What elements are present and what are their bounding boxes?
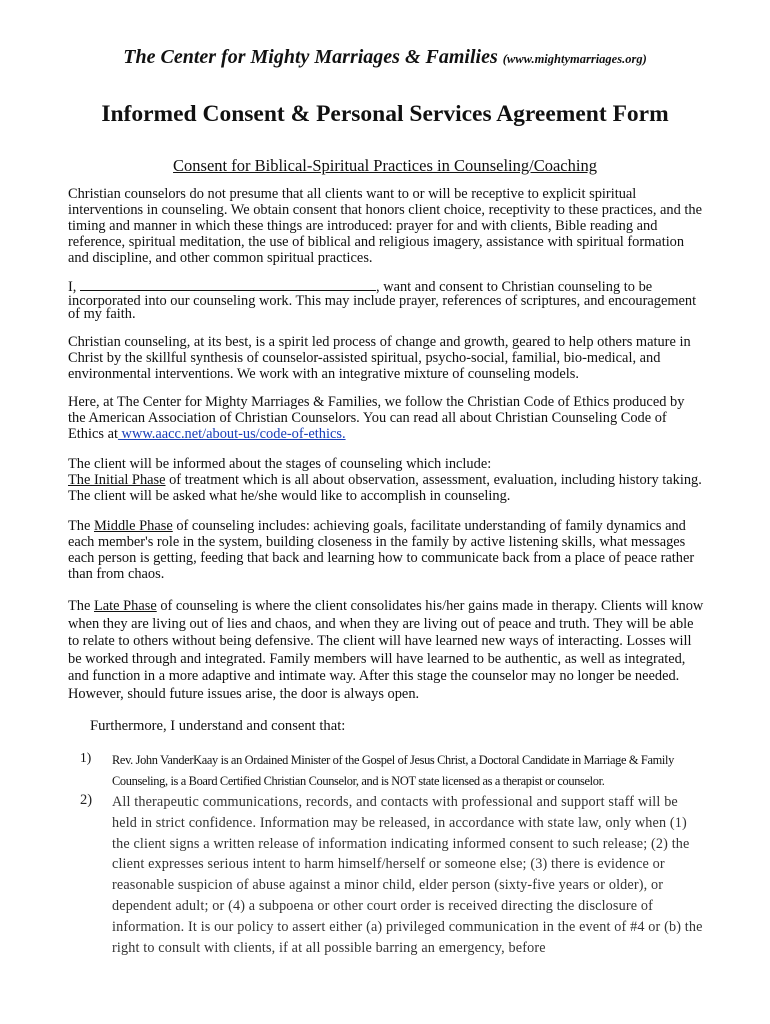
christian-counseling-paragraph (68, 334, 704, 382)
list-item (80, 750, 705, 792)
ethics-text: Here, at The Center for Mighty Marriages & Families, we follow the Christian Code of Ethics produced by the American Association of Christian Counselors. You can read all about Christian Counseling Code of Ethics at (68, 394, 685, 442)
late-phase-text: of counseling is where the client consolidates his/her gains made in therapy. Clients will know when they are living out of lies and chaos, and when they are living out of peace and truth. They will be able to relate to others without being defensive. The client will have learned new ways of interacting. Losses will be worked through and integrated. Family members will have learned to be authentic, as well as integrated, and function in a more adaptive and intimate way. After this stage the counselor may no longer be needed. However, should future issues arise, the door is always open. (68, 598, 704, 702)
consent-suffix: , want and consent to Christian counseling to be incorporated into our counseling work. This may include prayer, references of scriptures, and encouragement of my faith. (68, 279, 697, 322)
initial-phase-label: The Initial Phase (68, 472, 166, 488)
middle-phase-paragraph (68, 518, 704, 582)
list-number: 2) (80, 792, 93, 808)
intro-text: Christian counselors do not presume that all clients want to or will be receptive to explicit spiritual interventions in counseling. We obtain consent that honors client choice, receptivity to these practices, and the timing and manner in which these things are introduced: prayer for and with clients, Bible reading and reference, spiritual meditation, the use of biblical and religious imagery, assistance with spiritual formation and discipline, and other common spiritual practices. (68, 186, 702, 266)
late-prefix: The (68, 598, 94, 614)
late-phase-label: Late Phase (93, 598, 157, 614)
furthermore-text: Furthermore, I understand and consent that: (90, 718, 346, 734)
ethics-link[interactable]: www.aacc.net/about-us/code-of-ethics. (117, 426, 346, 442)
middle-phase-label: Middle Phase (93, 518, 173, 534)
intro-paragraph (68, 186, 704, 266)
client-name-blank[interactable] (80, 278, 376, 291)
stages-intro: The client will be informed about the stages of counseling which include: (68, 456, 492, 472)
list-item (80, 792, 705, 958)
org-header (0, 46, 770, 69)
middle-phase-text: of counseling includes: achieving goals, facilitate understanding of family dynamics and each member's role in the system, building closeness in the family by active listening skills, what messages each person is getting, feeding that back and learning how to communicate back from a place of peace rather than from chaos. (68, 518, 695, 582)
stages-paragraph (68, 456, 704, 504)
initial-phase-text: of treatment which is all about observation, assessment, evaluation, including history taking. The client will be asked what he/she would like to accomplish in counseling. (68, 472, 702, 504)
org-url: (www.mightymarriages.org) (502, 52, 647, 66)
section-subtitle: Consent for Biblical-Spiritual Practices in Counseling/Coaching (173, 156, 597, 175)
page-title: Informed Consent & Personal Services Agreement Form (101, 101, 669, 127)
org-name: The Center for Mighty Marriages & Families (123, 46, 498, 68)
late-phase-paragraph (68, 598, 704, 704)
christian-counseling-text: Christian counseling, at its best, is a spirit led process of change and growth, geared to help others mature in Christ by the skillful synthesis of counselor-assisted spiritual, psycho-social, familial, bio-medical, and environmental interventions. We work with an integrative mixture of counseling models. (68, 334, 691, 382)
list-item-text: Rev. John VanderKaay is an Ordained Minister of the Gospel of Jesus Christ, a Doctoral Candidate in Marriage & Family Counseling, is a Board Certified Christian Counselor, and is NOT state licensed as a therapist or counselor. (112, 753, 674, 788)
consent-prefix: I, (68, 279, 77, 295)
consent-paragraph (68, 278, 704, 322)
ethics-paragraph (68, 394, 704, 442)
middle-prefix: The (68, 518, 94, 534)
list-item-text: All therapeutic communications, records, and contacts with professional and support staff will be held in strict confidence. Information may be released, in accordance with state law, only when (1) the client signs a written release of information indicating informed consent to such release; (2) the client expresses serious intent to harm himself/herself or someone else; (3) there is evidence or reasonable suspicion of abuse against a minor child, elder person (sixty-five years or older), or dependent adult; or (4) a subpoena or other court order is received directing the disclosure of information. It is our policy to assert either (a) privileged communication in the event of #4 or (b) the right to consult with clients, if at all possible barring an emergency, before (112, 794, 703, 956)
list-number: 1) (80, 750, 92, 765)
